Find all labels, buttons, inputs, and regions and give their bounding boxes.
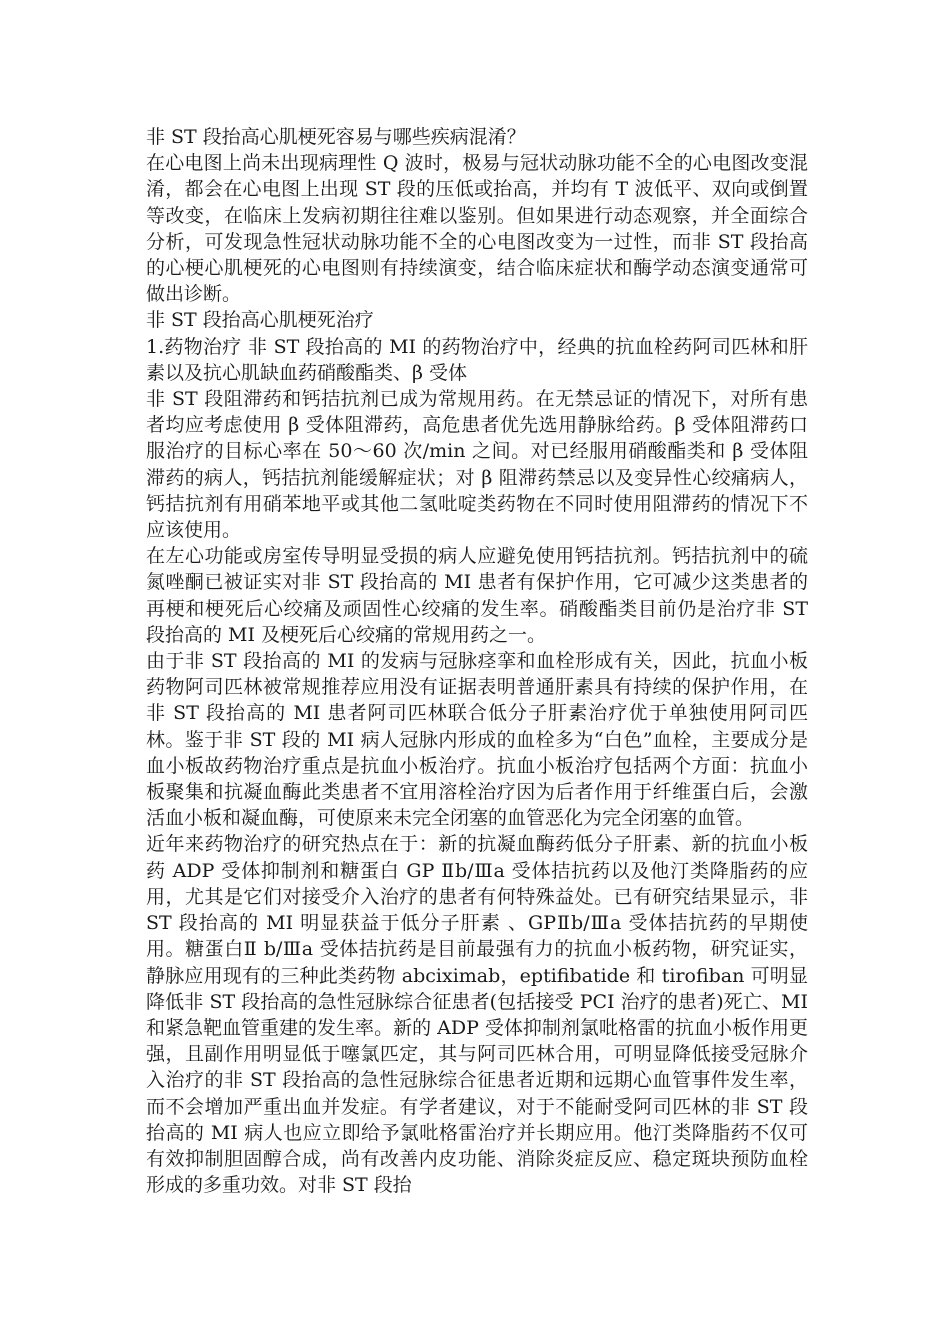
section-heading-treatment: 非 ST 段抬高心肌梗死治疗 xyxy=(146,309,374,332)
paragraph-research-advances: 近年来药物治疗的研究热点在于：新的抗凝血酶药低分子肝素、新的抗血小板药 ADP 受体抑制剂和糖蛋白 GP Ⅱb/Ⅲa 受体拮抗药以及他汀类降脂药的应用，尤其是它们对接受介入治疗的患者有何特殊益处。已有研究结果显示，非 ST 段抬高的 MI 明显获益于低分子肝素 、GPⅡb/Ⅲa 受体拮抗药的早期使用。糖蛋白Ⅱ b/Ⅲa 受体拮抗药是目前最强有力的抗血小板药物，研究证实，静脉应用现有的三种此类药物 abciximab，eptifibatide 和 tirofiban 可明显降低非 ST 段抬高的急性冠脉综合征患者(包括接受 PCI 治疗的患者)死亡、MI 和紧急靶血管重建的发生率。新的 ADP 受体抑制剂氯吡格雷的抗血小板作用更强，且副作用明显低于噻氯匹定，其与阿司匹林合用，可明显降低接受冠脉介入治疗的非 ST 段抬高的急性冠脉综合征患者近期和远期心血管事件发生率，而不会增加严重出血并发症。有学者建议，对于不能耐受阿司匹林的非 ST 段抬高的 MI 病人也应立即给予氯吡格雷治疗并长期应用。他汀类降脂药不仅可有效抑制胆固醇合成，尚有改善内皮功能、消除炎症反应、稳定斑块预防血栓形成的多重功效。对非 ST 段抬 xyxy=(146,833,808,1197)
paragraph-calcium-antagonists: 在左心功能或房室传导明显受损的病人应避免使用钙拮抗剂。钙拮抗剂中的硫氮唑酮已被证实对非 ST 段抬高的 MI 患者有保护作用，它可减少这类患者的再梗和梗死后心绞痛及顽固性心绞痛的发生率。硝酸酯类目前仍是治疗非 ST 段抬高的 MI 及梗死后心绞痛的常规用药之一。 xyxy=(146,545,808,646)
paragraph-antiplatelet: 由于非 ST 段抬高的 MI 的发病与冠脉痉挛和血栓形成有关，因此，抗血小板药物阿司匹林被常规推荐应用没有证据表明普通肝素具有持续的保护作用，在非 ST 段抬高的 MI 患者阿司匹林联合低分子肝素治疗优于单独使用阿司匹林。鉴于非 ST 段的 MI 病人冠脉内形成的血栓多为“白色”血栓，主要成分是血小板故药物治疗重点是抗血小板治疗。抗血小板治疗包括两个方面：抗血小板聚集和抗凝血酶此类患者不宜用溶栓治疗因为后者作用于纤维蛋白后，会激活血小板和凝血酶，可使原来未完全闭塞的血管恶化为完全闭塞的血管。 xyxy=(146,650,808,830)
section-heading-differential: 非 ST 段抬高心肌梗死容易与哪些疾病混淆？ xyxy=(146,126,526,148)
paragraph-beta-blockers: 非 ST 段阻滞药和钙拮抗剂已成为常规用药。在无禁忌证的情况下，对所有患者均应考虑使用 β 受体阻滞药，高危患者优先选用静脉给药。β 受体阻滞药口服治疗的目标心率在 50～60 次/min 之间。对已经服用硝酸酯类和 β 受体阻滞药的病人，钙拮抗剂能缓解症状；对 β 阻滞药禁忌以及变异性心绞痛病人，钙拮抗剂有用硝苯地平或其他二氢吡啶类药物在不同时使用阻滞药的情况下不应该使用。 xyxy=(146,388,808,542)
paragraph-drug-therapy-intro: 1.药物治疗 非 ST 段抬高的 MI 的药物治疗中，经典的抗血栓药阿司匹林和肝素以及抗心肌缺血药硝酸酯类、β 受体 xyxy=(146,335,808,384)
document-body xyxy=(146,124,808,1198)
paragraph-differential-diagnosis: 在心电图上尚未出现病理性 Q 波时，极易与冠状动脉功能不全的心电图改变混淆，都会在心电图上出现 ST 段的压低或抬高，并均有 T 波低平、双向或倒置等改变，在临床上发病初期往往难以鉴别。但如果进行动态观察，并全面综合分析，可发现急性冠状动脉功能不全的心电图改变为一过性，而非 ST 段抬高的心梗心肌梗死的心电图则有持续演变，结合临床症状和酶学动态演变通常可做出诊断。 xyxy=(146,152,808,306)
